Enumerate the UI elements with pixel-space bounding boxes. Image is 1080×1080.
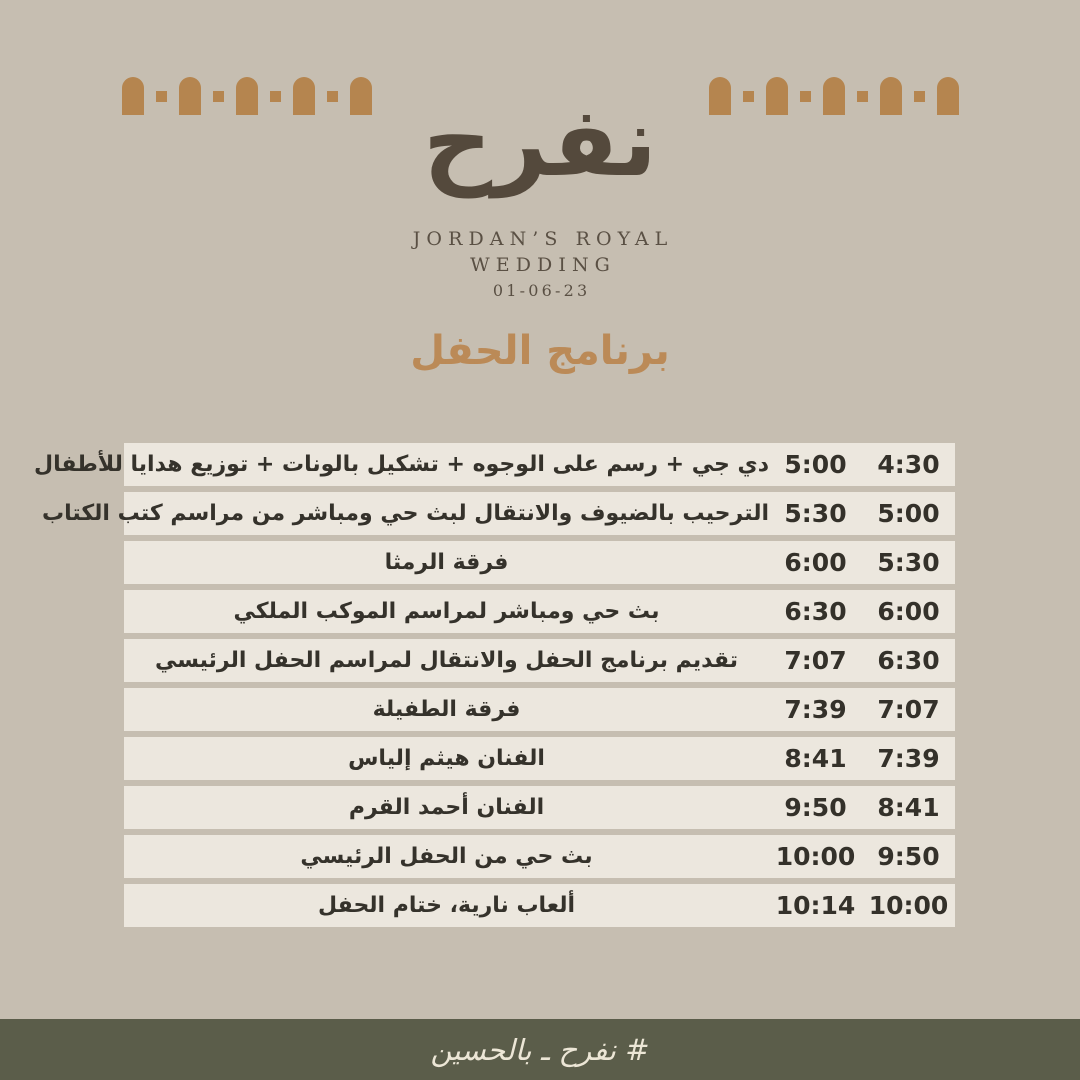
activity-label: تقديم برنامج الحفل والانتقال لمراسم الحفل الرئيسي (155, 648, 738, 673)
schedule-row (124, 688, 955, 731)
schedule-row (124, 590, 955, 633)
activity-label: بث حي من الحفل الرئيسي (300, 844, 593, 869)
brand-line1: JORDAN’S ROYAL (412, 228, 674, 250)
schedule-row (124, 786, 955, 829)
calligraphy-logo: نفرح (422, 86, 658, 198)
schedule-row (124, 835, 955, 878)
start-time: 9:50 (877, 842, 940, 871)
activity-label: الفنان هيثم إلياس (348, 746, 545, 771)
activity-label: الترحيب بالضيوف والانتقال لبث حي ومباشر من مراسم كتب الكتاب (42, 501, 769, 526)
schedule-table (34, 443, 955, 933)
end-time: 5:30 (784, 499, 847, 528)
end-time: 7:39 (784, 695, 847, 724)
end-time: 9:50 (784, 793, 847, 822)
start-time: 10:00 (868, 891, 949, 920)
schedule-row (124, 737, 955, 780)
end-time: 8:41 (784, 744, 847, 773)
end-time: 7:07 (784, 646, 847, 675)
brand-line2: WEDDING (470, 254, 616, 276)
page-title: برنامج الحفل (410, 328, 670, 374)
end-time: 6:00 (784, 548, 847, 577)
start-time: 6:00 (877, 597, 940, 626)
event-date: 01-06-23 (492, 281, 591, 300)
activity-label: دي جي + رسم على الوجوه + تشكيل بالونات + توزيع هدايا للأطفال (34, 452, 769, 477)
activity-label: فرقة الطفيلة (372, 697, 521, 722)
schedule-row (124, 541, 955, 584)
start-time: 8:41 (877, 793, 940, 822)
end-time: 6:30 (784, 597, 847, 626)
activity-label: ألعاب نارية، ختام الحفل (317, 893, 576, 918)
footer-bar (0, 1019, 1080, 1080)
schedule-row (124, 639, 955, 682)
activity-label: فرقة الرمثا (384, 550, 509, 575)
start-time: 5:30 (877, 548, 940, 577)
activity-label: بث حي ومباشر لمراسم الموكب الملكي (233, 599, 660, 624)
end-time: 10:14 (775, 891, 856, 920)
start-time: 5:00 (877, 499, 940, 528)
end-time: 5:00 (784, 450, 847, 479)
start-time: 7:07 (877, 695, 940, 724)
end-time: 10:00 (775, 842, 856, 871)
schedule-row (124, 884, 955, 927)
schedule-row (34, 443, 955, 486)
hashtag-text: # نفرح ـ بالحسين (430, 1032, 650, 1067)
activity-label: الفنان أحمد القرم (348, 795, 545, 820)
start-time: 6:30 (877, 646, 940, 675)
start-time: 7:39 (877, 744, 940, 773)
start-time: 4:30 (877, 450, 940, 479)
schedule-row (42, 492, 955, 535)
